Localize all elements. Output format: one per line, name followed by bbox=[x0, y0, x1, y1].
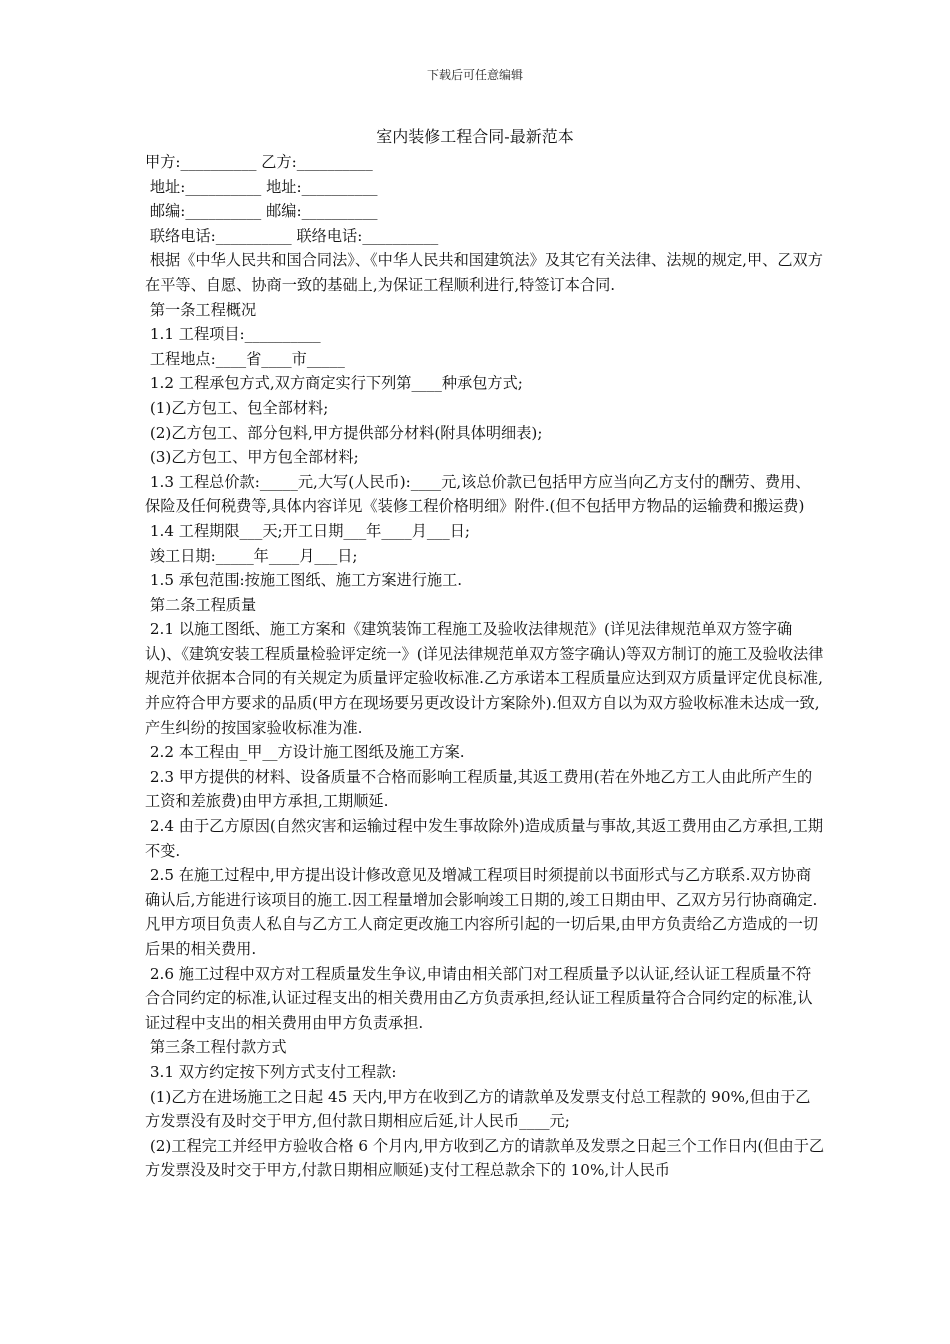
paragraph-2-3: 2.3 甲方提供的材料、设备质量不合格而影响工程质量,其返工费用(若在外地乙方工人由此所产生的工资和差旅费)由甲方承担,工期顺延. bbox=[145, 767, 813, 811]
paragraph-1-3: 1.3 工程总价款:_____元,大写(人民币):____元,该总价款已包括甲方应当向乙方支付的酬劳、费用、保险及任何税费等,具体内容详见《装修工程价格明细》附件.(但不包括甲方物品的运输费和搬运费) bbox=[145, 472, 811, 516]
paragraph-3-1: 3.1 双方约定按下列方式支付工程款: bbox=[145, 1062, 397, 1081]
paragraph-location: 工程地点:____省____市_____ bbox=[145, 349, 345, 368]
paragraph-address: 地址:__________ 地址:__________ bbox=[145, 177, 378, 196]
paragraph-party-names: 甲方:__________ 乙方:__________ bbox=[145, 153, 373, 171]
paragraph-2-1: 2.1 以施工图纸、施工方案和《建筑装饰工程施工及验收法律规范》(详见法律规范单双方签字确认)、《建筑安装工程质量检验评定统一》(详见法律规范单双方签字确认)等双方制订的施工及验收法律规范并依据本合同的有关规定为质量评定验收标准.乙方承诺本工程质量应达到双方质量评定优良标准,并应符合甲方要求的品质(甲方在现场要另更改设计方案除外).但双方自以为双方验收标准未达成一致,产生纠纷的按国家验收标准为准. bbox=[145, 620, 824, 737]
paragraph-1-4: 1.4 工程期限___天;开工日期___年____月___日; bbox=[145, 521, 471, 540]
paragraph-payment-2: (2)工程完工并经甲方验收合格 6 个月内,甲方收到乙方的请款单及发票之日起三个工作日内(但由于乙方发票没及时交于甲方,付款日期相应顺延)支付工程总款余下的 10%,计人民币 bbox=[145, 1136, 825, 1180]
paragraph-completion-date: 竣工日期:_____年____月___日; bbox=[145, 546, 358, 565]
paragraph-2-5: 2.5 在施工过程中,甲方提出设计修改意见及增减工程项目时须提前以书面形式与乙方联系.双方协商确认后,方能进行该项目的施工.因工程量增加会影响竣工日期的,竣工日期由甲、乙双方另行协商确定.凡甲方项目负责人私自与乙方工人商定更改施工内容所引起的一切后果,由甲方负责给乙方造成的一切后果的相关费用. bbox=[145, 866, 819, 958]
document-title: 室内装修工程合同-最新范本 bbox=[376, 127, 574, 146]
paragraph-postcode: 邮编:__________ 邮编:__________ bbox=[145, 202, 378, 221]
paragraph-2-4: 2.4 由于乙方原因(自然灾害和运输过程中发生事故除外)造成质量与事故,其返工费用由乙方承担,工期不变. bbox=[145, 817, 824, 860]
document-body bbox=[145, 150, 825, 1183]
section-heading-2: 第二条工程质量 bbox=[145, 595, 257, 614]
paragraph-2-2: 2.2 本工程由_甲__方设计施工图纸及施工方案. bbox=[145, 743, 465, 762]
paragraph-option-1: (1)乙方包工、包全部材料; bbox=[145, 398, 329, 417]
paragraph-1-2: 1.2 工程承包方式,双方商定实行下列第____种承包方式; bbox=[145, 374, 523, 393]
paragraph-phone: 联络电话:__________ 联络电话:__________ bbox=[145, 226, 439, 245]
paragraph-preamble: 根据《中华人民共和国合同法》、《中华人民共和国建筑法》及其它有关法律、法规的规定,甲、乙双方在平等、自愿、协商一致的基础上,为保证工程顺利进行,特签订本合同. bbox=[145, 251, 823, 294]
header-note: 下载后可任意编辑 bbox=[426, 68, 523, 82]
section-heading-3: 第三条工程付款方式 bbox=[145, 1038, 287, 1057]
paragraph-option-2: (2)乙方包工、部分包料,甲方提供部分材料(附具体明细表); bbox=[145, 423, 543, 442]
paragraph-2-6: 2.6 施工过程中双方对工程质量发生争议,申请由相关部门对工程质量予以认证,经认证工程质量不符合合同约定的标准,认证过程支出的相关费用由乙方负责承担,经认证工程质量符合合同约定的标准,认证过程中支出的相关费用由甲方负责承担. bbox=[145, 964, 813, 1032]
paragraph-payment-1: (1)乙方在进场施工之日起 45 天内,甲方在收到乙方的请款单及发票支付总工程款的 90%,但由于乙方发票没有及时交于甲方,但付款日期相应后延,计人民币____元; bbox=[145, 1087, 811, 1131]
paragraph-option-3: (3)乙方包工、甲方包全部材料; bbox=[145, 448, 359, 467]
paragraph-1-5: 1.5 承包范围:按施工图纸、施工方案进行施工. bbox=[145, 571, 463, 590]
section-heading-1: 第一条工程概况 bbox=[145, 300, 257, 319]
paragraph-1-1: 1.1 工程项目:__________ bbox=[145, 325, 321, 344]
